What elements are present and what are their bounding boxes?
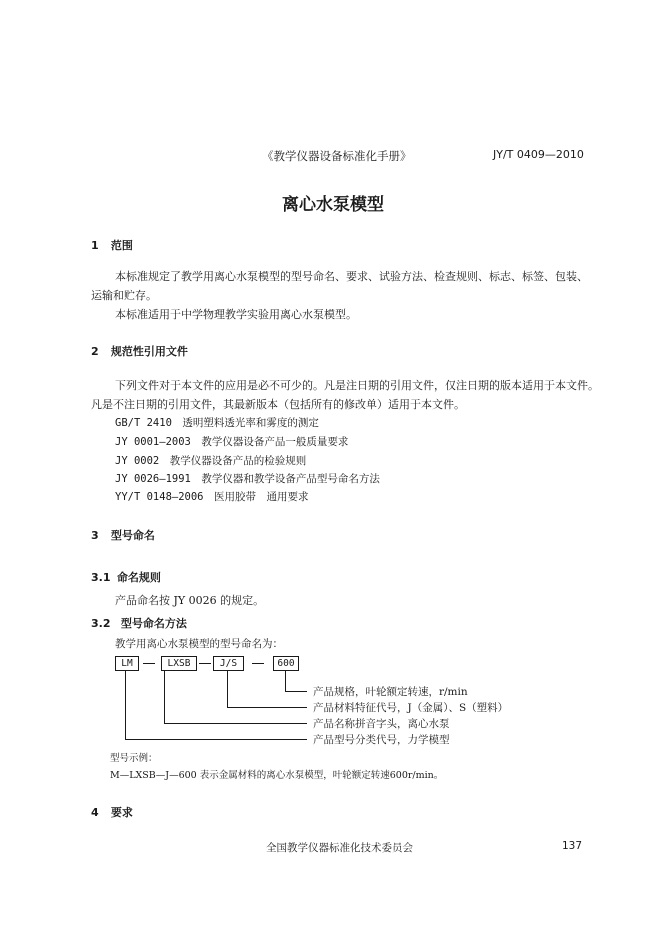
reference-code: YY/T 0148—2006 <box>115 491 204 503</box>
section-2-heading <box>91 343 188 359</box>
section-1-heading <box>91 237 133 253</box>
model-box-lxsb: LXSB <box>161 656 197 671</box>
leader-line <box>125 739 307 740</box>
model-box-lm: LM <box>115 656 139 671</box>
model-desc-material: 产品材料特征代号，J（金属）、S（塑料） <box>313 702 509 714</box>
section-3-number: 3 <box>91 529 99 542</box>
leader-line <box>227 671 228 708</box>
section-3-2-title: 型号命名方法 <box>120 617 187 630</box>
section-2-para-line-2: 凡是不注日期的引用文件，其最新版本（包括所有的修改单）适用于本文件。 <box>91 398 465 411</box>
section-3-2-number: 3.2 <box>91 617 111 630</box>
section-1-para-2: 本标准适用于中学物理教学实验用离心水泵模型。 <box>115 308 357 321</box>
reference-code: JY 0001—2003 <box>115 436 191 448</box>
reference-name: 透明塑料透光率和雾度的测定 <box>182 417 319 429</box>
model-dash <box>199 663 211 664</box>
reference-code: JY 0026—1991 <box>115 473 191 485</box>
section-3-title: 型号命名 <box>110 529 155 542</box>
header-standard-code: JY/T 0409—2010 <box>493 148 584 161</box>
section-4-heading <box>91 804 133 820</box>
reference-name: 教学仪器和教学设备产品型号命名方法 <box>201 473 380 485</box>
reference-item <box>115 453 306 468</box>
document-title: 离心水泵模型 <box>282 195 384 215</box>
model-desc-name: 产品名称拼音字头，离心水泵 <box>313 718 450 730</box>
page-number: 137 <box>562 840 583 852</box>
reference-code: GB/T 2410 <box>115 417 172 429</box>
section-3-2-heading <box>91 615 187 631</box>
section-3-1-text: 产品命名按 JY 0026 的规定。 <box>115 594 265 607</box>
reference-item <box>115 434 348 449</box>
leader-line <box>164 723 307 724</box>
model-dash <box>252 663 264 664</box>
leader-line <box>285 691 307 692</box>
section-2-para-line-1: 下列文件对于本文件的应用是必不可少的。凡是注日期的引用文件，仅注日期的版本适用于本文件。 <box>115 379 599 392</box>
section-1-para-1-line-1: 本标准规定了教学用离心水泵模型的型号命名、要求、试验方法、检查规则、标志、标签、包装、 <box>115 270 588 283</box>
model-box-spec: 600 <box>273 656 299 671</box>
leader-line <box>227 707 307 708</box>
reference-item <box>115 471 380 486</box>
model-example-text: M—LXSB—J—600 表示金属材料的离心水泵模型，叶轮额定转速600r/min。 <box>110 770 444 781</box>
reference-name: 教学仪器设备产品一般质量要求 <box>201 436 349 448</box>
section-1-para-1-line-2: 运输和贮存。 <box>91 289 157 302</box>
reference-name: 医用胶带 通用要求 <box>214 491 309 503</box>
section-3-1-number: 3.1 <box>91 571 111 584</box>
leader-line <box>285 671 286 692</box>
model-box-material: J/S <box>213 656 244 671</box>
section-3-heading <box>91 527 155 543</box>
section-4-number: 4 <box>91 806 99 819</box>
reference-item <box>115 489 309 504</box>
footer-committee: 全国教学仪器标准化技术委员会 <box>266 842 413 854</box>
model-desc-category: 产品型号分类代号，力学模型 <box>313 734 450 746</box>
section-2-title: 规范性引用文件 <box>110 345 188 358</box>
section-4-title: 要求 <box>110 806 133 819</box>
header-book-title: 《教学仪器设备标准化手册》 <box>262 149 412 163</box>
model-dash <box>143 663 155 664</box>
section-1-title: 范围 <box>110 239 133 252</box>
model-desc-spec: 产品规格，叶轮额定转速，r/min <box>313 686 468 698</box>
section-2-number: 2 <box>91 345 99 358</box>
leader-line <box>125 671 126 740</box>
reference-name: 教学仪器设备产品的检验规则 <box>169 455 307 467</box>
model-intro-text: 教学用离心水泵模型的型号命名为： <box>115 638 283 650</box>
section-3-1-heading <box>91 569 161 585</box>
section-1-number: 1 <box>91 239 99 252</box>
model-example-label: 型号示例： <box>110 753 158 764</box>
reference-code: JY 0002 <box>115 455 160 467</box>
reference-item <box>115 415 319 430</box>
section-3-1-title: 命名规则 <box>116 571 161 584</box>
leader-line <box>164 671 165 724</box>
